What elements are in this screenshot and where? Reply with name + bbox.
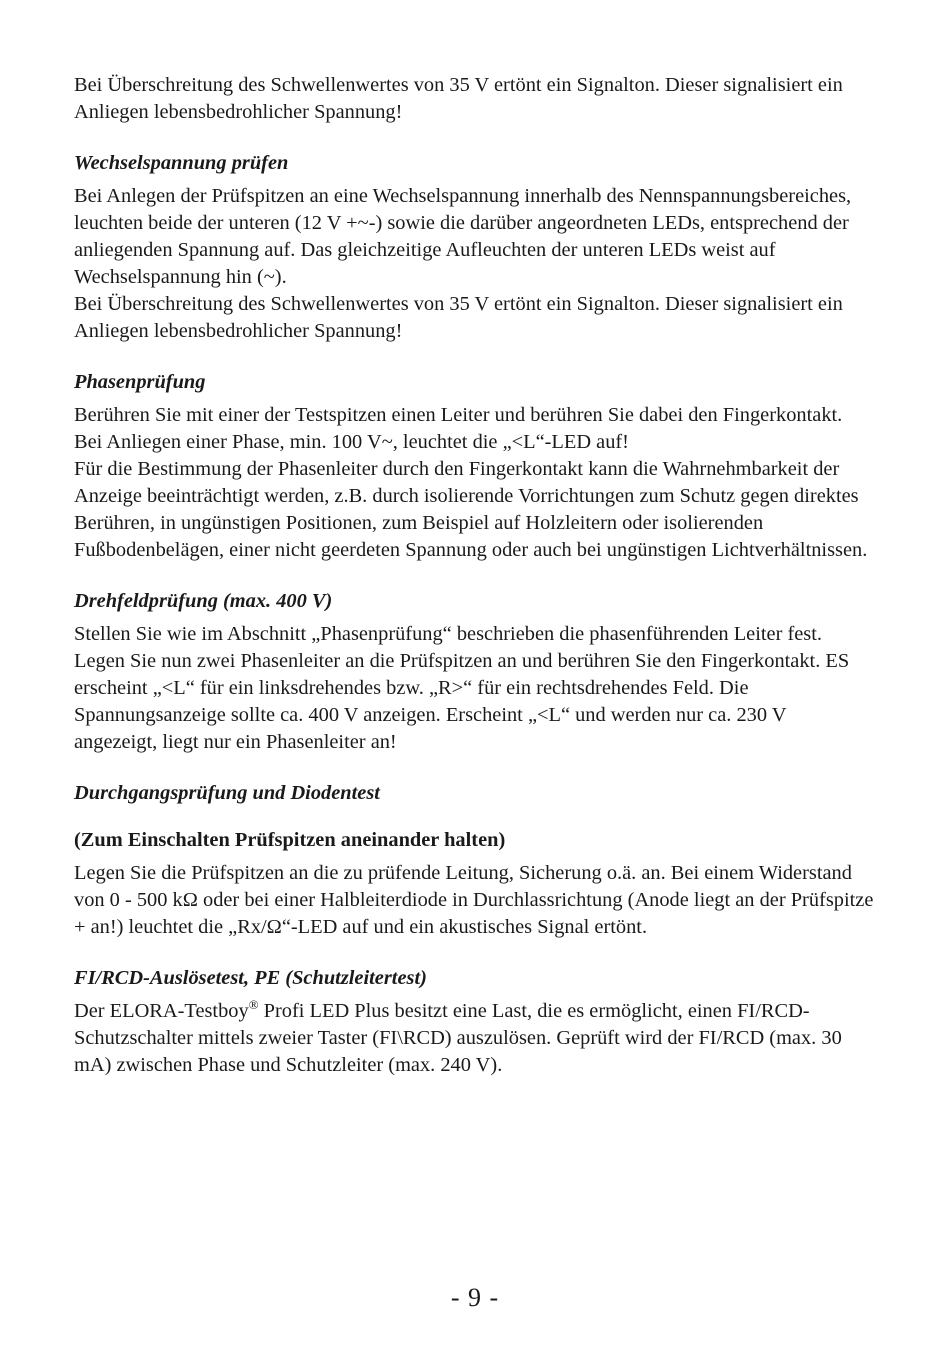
paragraph-text-end: Profi LED Plus besitzt eine Last, die es ermöglicht, einen FI/RCD-Schutzschalter mittels zweier Taster (FI\RCD) auszulösen. Geprüft wird der FI/RCD (max. 30 mA) zwischen Phase und Schutzleiter (max. 240 V). [74, 1000, 842, 1076]
registered-mark: ® [248, 997, 259, 1013]
section-heading: Drehfeldprüfung (max. 400 V) [74, 590, 333, 612]
section-paragraph: Für die Bestimmung der Phasenleiter durch den Fingerkontakt kann die Wahrnehmbarkeit der Anzeige beeinträchtigt werden, z.B. durch isolierende Vorrichtungen zum Schutz gegen direktes Berühren, in ungünstigen Positionen, zum Beispiel auf Holzleitern oder isolierenden Fußbodenbelägen, einer nicht geerdeten Spannung oder auch bei ungünstigen Lichtverhältnissen. [74, 458, 868, 561]
section-paragraph [74, 998, 874, 1079]
section-heading: Durchgangsprüfung und Diodentest [74, 782, 380, 804]
section-durchgang-body [74, 827, 874, 941]
section-heading: FI/RCD-Auslösetest, PE (Schutzleitertest) [74, 967, 427, 989]
section-wechselspannung [74, 150, 874, 345]
section-paragraph: Bei Überschreitung des Schwellenwertes von 35 V ertönt ein Signalton. Dieser signalisiert ein Anliegen lebensbedrohlicher Spannung! [74, 293, 843, 342]
section-phasenpruefung [74, 369, 874, 564]
section-durchgangspruefung [74, 780, 874, 807]
section-heading: Phasenprüfung [74, 371, 206, 393]
section-fi-rcd [74, 965, 874, 1079]
page-number: - 9 - [450, 1283, 500, 1312]
section-paragraph: Bei Anlegen der Prüfspitzen an eine Wechselspannung innerhalb des Nennspannungsbereiches, leuchten beide der unteren (12 V +~-) sowie die darüber angeordneten LEDs, entsprechend der anliegenden Spannung auf. Das gleichzeitige Aufleuchten der unteren LEDs weist auf Wechselspannung hin (~). [74, 185, 852, 288]
section-subheading: (Zum Einschalten Prüfspitzen aneinander halten) [74, 829, 506, 851]
section-paragraph: Stellen Sie wie im Abschnitt „Phasenprüfung“ beschrieben die phasenführenden Leiter fest. Legen Sie nun zwei Phasenleiter an die Prüfspitzen an und berühren Sie den Fingerkontakt. ES erscheint „<L“ für ein linksdrehendes bzw. „R>“ für ein rechtsdrehendes Feld. Die Spannungsanzeige sollte ca. 400 V anzeigen. Erscheint „<L“ und werden nur ca. 230 V angezeigt, liegt nur ein Phasenleiter an! [74, 623, 850, 753]
document-page [74, 72, 874, 1079]
paragraph-text-start: Der ELORA-Testboy [74, 1000, 249, 1022]
section-heading: Wechselspannung prüfen [74, 152, 289, 174]
section-drehfeldpruefung [74, 588, 874, 756]
section-paragraph: Legen Sie die Prüfspitzen an die zu prüfende Leitung, Sicherung o.ä. an. Bei einem Widerstand von 0 - 500 kΩ oder bei einer Halbleiterdiode in Durchlassrichtung (Anode liegt an der Prüfspitze + an!) leuchtet die „Rx/Ω“-LED auf und ein akustisches Signal ertönt. [74, 862, 874, 938]
intro-paragraph: Bei Überschreitung des Schwellenwertes von 35 V ertönt ein Signalton. Dieser signalisiert ein Anliegen lebensbedrohlicher Spannung! [74, 74, 843, 123]
section-paragraph: Berühren Sie mit einer der Testspitzen einen Leiter und berühren Sie dabei den Fingerkontakt. Bei Anliegen einer Phase, min. 100 V~, leuchtet die „<L“-LED auf! [74, 404, 843, 453]
